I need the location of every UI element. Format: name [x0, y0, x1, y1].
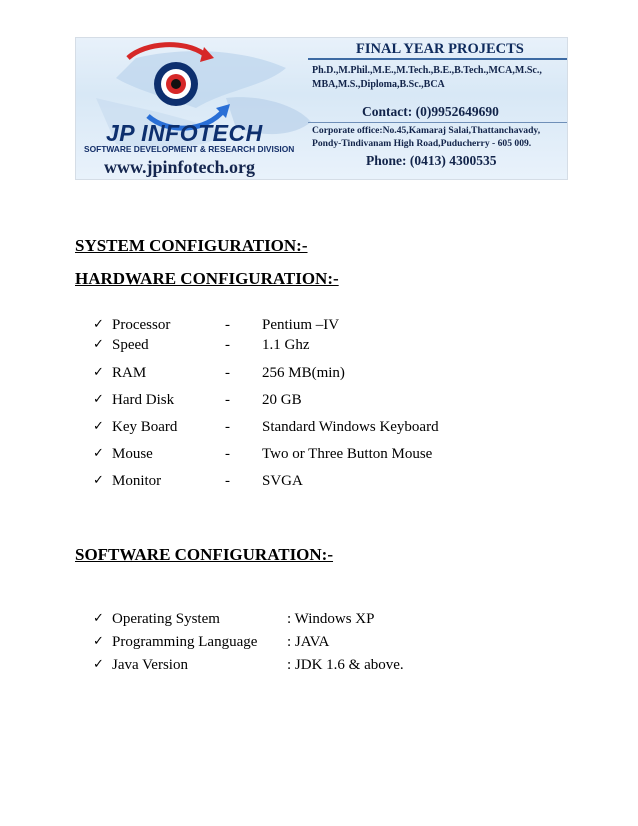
item-label: Programming Language — [112, 634, 258, 650]
contact-number: Contact: (0)9952649690 — [362, 104, 499, 119]
checkmark-icon: ✓ — [93, 473, 104, 488]
checkmark-icon: ✓ — [93, 634, 104, 649]
item-label: Hard Disk — [112, 392, 175, 408]
corporate-address: Corporate office:No.45,Kamaraj Salai,Thattanchavady, Pondy-Tindivanam High Road,Puducherry - 605 009. — [312, 125, 541, 149]
checkmark-icon: ✓ — [93, 446, 104, 461]
item-value: SVGA — [262, 473, 303, 489]
division-text: SOFTWARE DEVELOPMENT & RESEARCH DIVISION — [84, 144, 295, 154]
header-banner — [75, 37, 568, 180]
item-label: Key Board — [112, 419, 178, 435]
address-divider — [308, 122, 567, 123]
checkmark-icon: ✓ — [93, 419, 104, 434]
checkmark-icon: ✓ — [93, 337, 104, 352]
degrees-text: Ph.D.,M.Phil.,M.E.,M.Tech.,B.E.,B.Tech.,MCA,M.Sc., MBA,M.S.,Diploma,B.Sc.,BCA — [312, 65, 542, 90]
item-value: Two or Three Button Mouse — [262, 446, 433, 462]
checkmark-icon: ✓ — [93, 657, 104, 672]
item-label: RAM — [112, 365, 147, 381]
item-separator: - — [225, 365, 230, 381]
item-value: 20 GB — [262, 392, 302, 408]
item-separator: - — [225, 317, 230, 333]
hardware-configuration-heading: HARDWARE CONFIGURATION:- — [75, 269, 339, 288]
item-label: Mouse — [112, 446, 153, 462]
item-label: Java Version — [112, 657, 188, 673]
item-value: 1.1 Ghz — [262, 337, 310, 353]
item-separator: - — [225, 392, 230, 408]
phone-number: Phone: (0413) 4300535 — [366, 153, 497, 168]
final-year-projects-title: FINAL YEAR PROJECTS — [356, 41, 524, 57]
item-separator: - — [225, 446, 230, 462]
item-value: 256 MB(min) — [262, 365, 345, 381]
checkmark-icon: ✓ — [93, 611, 104, 626]
item-separator: - — [225, 419, 230, 435]
software-configuration-heading: SOFTWARE CONFIGURATION:- — [75, 545, 334, 564]
checkmark-icon: ✓ — [93, 392, 104, 407]
item-value: : JAVA — [287, 634, 330, 650]
item-value: Standard Windows Keyboard — [262, 419, 439, 435]
website-link[interactable]: www.jpinfotech.org — [104, 157, 255, 177]
item-label: Monitor — [112, 473, 162, 489]
item-separator: - — [225, 473, 230, 489]
title-underline — [308, 58, 567, 60]
item-value: : Windows XP — [287, 611, 375, 627]
item-value: : JDK 1.6 & above. — [287, 657, 404, 673]
checkmark-icon: ✓ — [93, 365, 104, 380]
banner-info-panel — [308, 38, 567, 179]
item-value: Pentium –IV — [262, 317, 340, 333]
checkmark-icon: ✓ — [93, 317, 104, 332]
item-separator: - — [225, 337, 230, 353]
item-label: Processor — [112, 317, 171, 333]
item-label: Operating System — [112, 611, 220, 627]
logo-text: JP INFOTECH — [106, 120, 263, 146]
system-configuration-heading: SYSTEM CONFIGURATION:- — [75, 236, 308, 255]
item-label: Speed — [112, 337, 149, 353]
